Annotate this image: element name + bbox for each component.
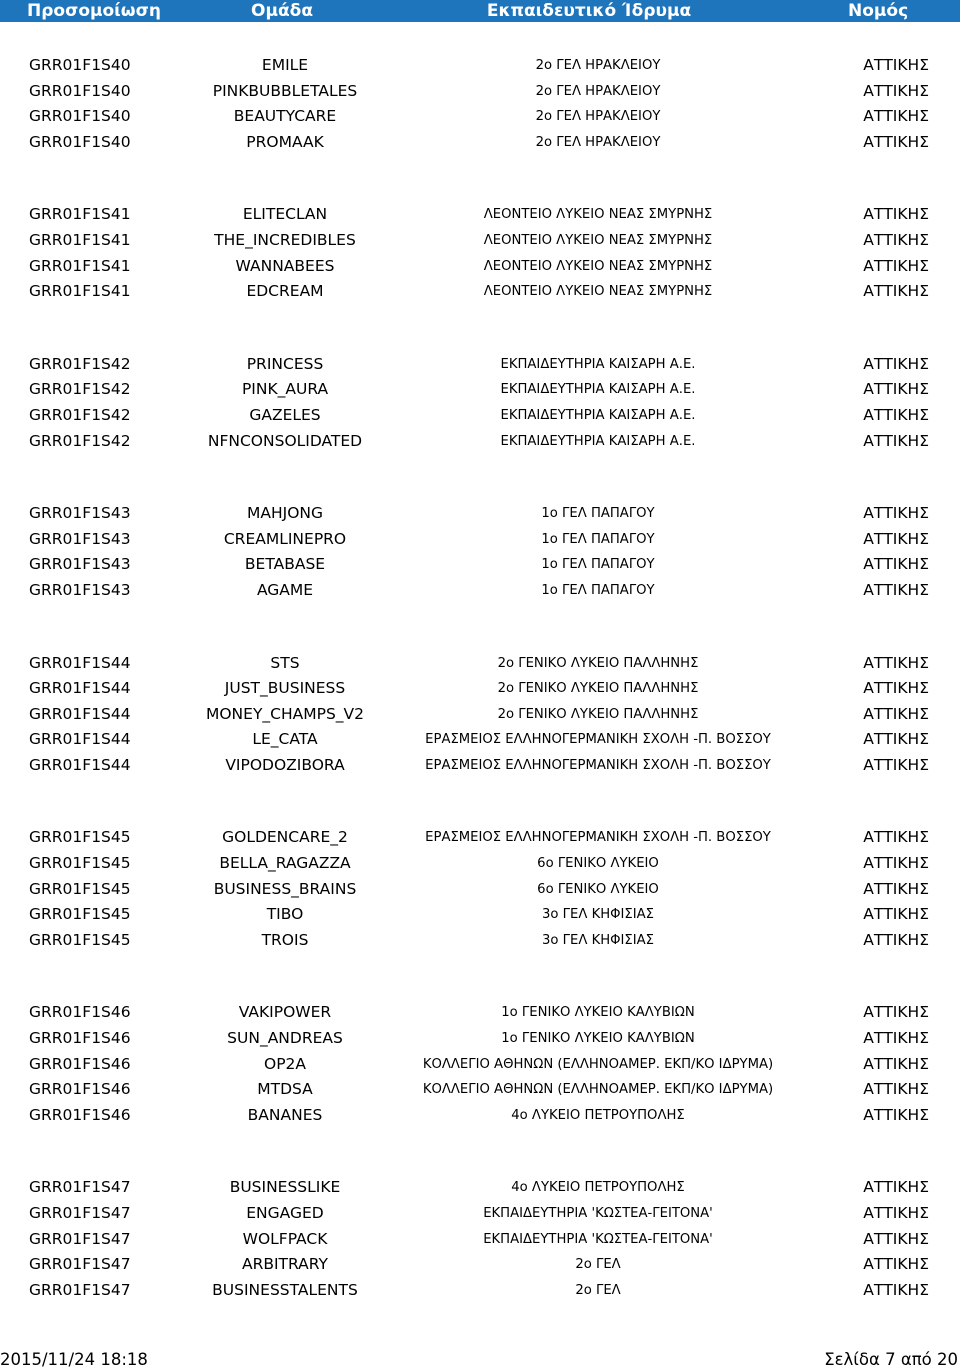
simulation-group: [0, 1000, 960, 1128]
table-row: [0, 403, 960, 429]
cell-region: ΑΤΤΙΚΗΣ: [863, 905, 929, 924]
cell-simulation: GRR01F1S43: [29, 580, 131, 599]
cell-team-text: VIPODOZIBORA: [225, 755, 345, 774]
table-row: [0, 1252, 960, 1278]
cell-simulation: GRR01F1S43: [29, 529, 131, 548]
table-row: [0, 79, 960, 105]
cell-school-text: 3ο ΓΕΛ ΚΗΦΙΣΙΑΣ: [542, 907, 654, 923]
simulation-group: [0, 202, 960, 304]
cell-team-text: OP2A: [263, 1054, 307, 1073]
table-row: [0, 501, 960, 527]
cell-simulation: GRR01F1S46: [29, 1105, 131, 1124]
cell-region: ΑΤΤΙΚΗΣ: [863, 1080, 929, 1099]
table-row: [0, 902, 960, 928]
cell-region: ΑΤΤΙΚΗΣ: [863, 1029, 929, 1048]
cell-region: ΑΤΤΙΚΗΣ: [863, 1229, 929, 1248]
cell-school-text: ΚΟΛΛΕΓΙΟ ΑΘΗΝΩΝ (ΕΛΛΗΝΟΑΜΕΡ. ΕΚΠ/ΚΟ ΙΔΡΥΜΑ): [422, 1082, 774, 1098]
cell-team-text: PINKBUBBLETALES: [212, 81, 358, 100]
cell-team-text: GAZELES: [249, 405, 321, 424]
cell-region: ΑΤΤΙΚΗΣ: [863, 1280, 929, 1299]
table-row: [0, 702, 960, 728]
cell-simulation: GRR01F1S42: [29, 380, 131, 399]
cell-school-text: ΛΕΟΝΤΕΙΟ ΛΥΚΕΙΟ ΝΕΑΣ ΣΜΥΡΝΗΣ: [483, 258, 713, 274]
cell-school-text: 1ο ΓΕΛ ΠΑΠΑΓΟΥ: [541, 531, 655, 547]
cell-simulation: GRR01F1S46: [29, 1080, 131, 1099]
cell-simulation: GRR01F1S41: [29, 282, 131, 301]
cell-simulation: GRR01F1S40: [29, 107, 131, 126]
simulation-group: [0, 352, 960, 454]
cell-region: ΑΤΤΙΚΗΣ: [863, 653, 929, 672]
cell-simulation: GRR01F1S45: [29, 854, 131, 873]
cell-school-text: 1ο ΓΕΛ ΠΑΠΑΓΟΥ: [541, 557, 655, 573]
table-row: [0, 53, 960, 79]
cell-region: ΑΤΤΙΚΗΣ: [863, 1204, 929, 1222]
header-school-label: Εκπαιδευτικό Ίδρυμα: [486, 1, 692, 21]
simulation-group: [0, 501, 960, 603]
cell-team-text: BELLA_RAGAZZA: [219, 854, 351, 873]
simulation-group: [0, 651, 960, 779]
cell-team-text: TROIS: [261, 930, 309, 949]
cell-school-text: 2ο ΓΕΛ ΗΡΑΚΛΕΙΟΥ: [535, 134, 661, 150]
table-row: [0, 825, 960, 851]
table-row: [0, 104, 960, 130]
cell-school-text: 1ο ΓΕΛ ΠΑΠΑΓΟΥ: [541, 582, 655, 598]
cell-simulation: GRR01F1S44: [29, 755, 131, 774]
cell-team-text: BANANES: [247, 1105, 323, 1124]
cell-region: ΑΤΤΙΚΗΣ: [863, 405, 929, 424]
table-row: [0, 1077, 960, 1103]
cell-team-text: BUSINESSLIKE: [229, 1178, 341, 1197]
cell-team-text: MONEY_CHAMPS_V2: [205, 704, 365, 723]
cell-simulation: GRR01F1S47: [29, 1178, 131, 1197]
cell-team-text: WANNABEES: [235, 256, 335, 275]
table-row: [0, 352, 960, 378]
cell-school-text: 2ο ΓΕΝΙΚΟ ΛΥΚΕΙΟ ΠΑΛΛΗΝΗΣ: [497, 655, 699, 671]
cell-simulation: GRR01F1S44: [29, 653, 131, 672]
cell-region: ΑΤΤΙΚΗΣ: [863, 1105, 929, 1124]
cell-region: ΑΤΤΙΚΗΣ: [863, 380, 929, 399]
cell-team-text: CREAMLINEPRO: [223, 529, 347, 548]
table-row: [0, 651, 960, 677]
table-row: [0, 552, 960, 578]
cell-school-text: ΕΡΑΣΜΕΙΟΣ ΕΛΛΗΝΟΓΕΡΜΑΝΙΚΗ ΣΧΟΛΗ -Π. ΒΟΣΣΟΥ: [425, 830, 771, 846]
cell-team-text: VAKIPOWER: [238, 1003, 332, 1022]
cell-simulation: GRR01F1S45: [29, 879, 131, 898]
cell-simulation: GRR01F1S41: [29, 256, 131, 275]
table-row: [0, 928, 960, 954]
cell-simulation: GRR01F1S41: [29, 205, 131, 224]
header-simulation: Προσομοίωση: [27, 1, 161, 21]
cell-school-text: ΕΚΠΑΙΔΕΥΤΗΡΙΑ ΚΑΙΣΑΡΗ Α.Ε.: [500, 407, 696, 423]
cell-region: ΑΤΤΙΚΗΣ: [863, 205, 929, 224]
table-row: [0, 228, 960, 254]
cell-simulation: GRR01F1S42: [29, 354, 131, 373]
header-team-label: Ομάδα: [251, 1, 313, 21]
cell-region: ΑΤΤΙΚΗΣ: [863, 132, 929, 151]
cell-region: ΑΤΤΙΚΗΣ: [863, 504, 929, 523]
table-row: [0, 377, 960, 403]
cell-team-text: BUSINESSTALENTS: [212, 1280, 358, 1299]
cell-team-text: MTDSA: [257, 1080, 313, 1099]
cell-region: ΑΤΤΙΚΗΣ: [863, 555, 929, 574]
cell-region: ΑΤΤΙΚΗΣ: [863, 529, 929, 548]
header-region: Νομός: [848, 1, 909, 21]
footer-page-number: Σελίδα 7 από 20: [824, 1350, 958, 1369]
cell-school-text: 1ο ΓΕΛ ΠΑΠΑΓΟΥ: [541, 506, 655, 522]
cell-region: ΑΤΤΙΚΗΣ: [863, 354, 929, 373]
cell-school-text: 2ο ΓΕΝΙΚΟ ΛΥΚΕΙΟ ΠΑΛΛΗΝΗΣ: [497, 681, 699, 697]
cell-region: ΑΤΤΙΚΗΣ: [863, 854, 929, 873]
cell-school-text: 1ο ΓΕΝΙΚΟ ΛΥΚΕΙΟ ΚΑΛΥΒΙΩΝ: [501, 1005, 695, 1021]
cell-region: ΑΤΤΙΚΗΣ: [863, 580, 929, 599]
simulation-group: [0, 1175, 960, 1303]
cell-region: ΑΤΤΙΚΗΣ: [863, 56, 929, 74]
table-row: [0, 851, 960, 877]
cell-region: ΑΤΤΙΚΗΣ: [863, 1178, 929, 1197]
cell-simulation: GRR01F1S44: [29, 704, 131, 723]
cell-team-text: JUST_BUSINESS: [224, 679, 346, 698]
cell-region: ΑΤΤΙΚΗΣ: [863, 930, 929, 949]
table-row: [0, 1278, 960, 1304]
table-row: [0, 130, 960, 156]
table-row: [0, 254, 960, 280]
cell-team-text: EDCREAM: [246, 282, 324, 301]
table-row: [0, 727, 960, 753]
cell-team-text: NFNCONSOLIDATED: [207, 431, 363, 450]
cell-school-text: ΛΕΟΝΤΕΙΟ ΛΥΚΕΙΟ ΝΕΑΣ ΣΜΥΡΝΗΣ: [483, 207, 713, 223]
table-row: [0, 877, 960, 903]
cell-school-text: 2ο ΓΕΛ ΗΡΑΚΛΕΙΟΥ: [535, 58, 661, 73]
table-row: [0, 1052, 960, 1078]
cell-region: ΑΤΤΙΚΗΣ: [863, 107, 929, 126]
cell-region: ΑΤΤΙΚΗΣ: [863, 755, 929, 774]
table-row: [0, 429, 960, 455]
cell-simulation: GRR01F1S47: [29, 1255, 131, 1274]
cell-simulation: GRR01F1S46: [29, 1054, 131, 1073]
table-row: [0, 1175, 960, 1201]
cell-team-text: BUSINESS_BRAINS: [213, 879, 357, 898]
cell-region: ΑΤΤΙΚΗΣ: [863, 828, 929, 847]
table-row: [0, 1000, 960, 1026]
cell-region: ΑΤΤΙΚΗΣ: [863, 81, 929, 100]
cell-simulation: GRR01F1S46: [29, 1003, 131, 1022]
cell-simulation: GRR01F1S45: [29, 828, 131, 847]
table-header: [0, 0, 960, 22]
table-row: [0, 1026, 960, 1052]
cell-region: ΑΤΤΙΚΗΣ: [863, 256, 929, 275]
cell-team-text: SUN_ANDREAS: [227, 1029, 343, 1048]
cell-simulation: GRR01F1S41: [29, 230, 131, 249]
cell-school-text: 6ο ΓΕΝΙΚΟ ΛΥΚΕΙΟ: [537, 881, 659, 897]
cell-school-text: 3ο ΓΕΛ ΚΗΦΙΣΙΑΣ: [542, 932, 654, 948]
cell-school-text: 4ο ΛΥΚΕΙΟ ΠΕΤΡΟΥΠΟΛΗΣ: [511, 1180, 685, 1196]
cell-team-text: GOLDENCARE_2: [222, 828, 348, 847]
cell-school-text: ΚΟΛΛΕΓΙΟ ΑΘΗΝΩΝ (ΕΛΛΗΝΟΑΜΕΡ. ΕΚΠ/ΚΟ ΙΔΡΥΜΑ): [422, 1056, 774, 1072]
page-footer: [0, 1350, 960, 1370]
cell-simulation: GRR01F1S47: [29, 1204, 131, 1222]
table-row: [0, 676, 960, 702]
table-row: [0, 1103, 960, 1129]
cell-region: ΑΤΤΙΚΗΣ: [863, 282, 929, 301]
cell-simulation: GRR01F1S45: [29, 905, 131, 924]
cell-region: ΑΤΤΙΚΗΣ: [863, 431, 929, 450]
cell-school-text: 2ο ΓΕΛ ΗΡΑΚΛΕΙΟΥ: [535, 109, 661, 125]
cell-region: ΑΤΤΙΚΗΣ: [863, 1054, 929, 1073]
cell-school-text: ΕΚΠΑΙΔΕΥΤΗΡΙΑ 'ΚΩΣΤΕΑ-ΓΕΙΤΟΝΑ': [483, 1231, 713, 1247]
cell-region: ΑΤΤΙΚΗΣ: [863, 704, 929, 723]
footer-timestamp: 2015/11/24 18:18: [0, 1350, 148, 1369]
table-row: [0, 1227, 960, 1253]
cell-team-text: LE_CATA: [252, 730, 318, 749]
cell-team-text: ENGAGED: [246, 1204, 324, 1222]
cell-simulation: GRR01F1S43: [29, 555, 131, 574]
cell-simulation: GRR01F1S40: [29, 56, 131, 74]
simulation-group: [0, 53, 960, 155]
cell-team-text: MAHJONG: [246, 504, 324, 523]
cell-school-text: 2ο ΓΕΛ: [575, 1257, 621, 1273]
cell-simulation: GRR01F1S42: [29, 405, 131, 424]
cell-team-text: AGAME: [256, 580, 314, 599]
cell-school-text: ΛΕΟΝΤΕΙΟ ΛΥΚΕΙΟ ΝΕΑΣ ΣΜΥΡΝΗΣ: [483, 284, 713, 300]
cell-school-text: ΕΡΑΣΜΕΙΟΣ ΕΛΛΗΝΟΓΕΡΜΑΝΙΚΗ ΣΧΟΛΗ -Π. ΒΟΣΣΟΥ: [425, 732, 771, 748]
cell-team-text: WOLFPACK: [242, 1229, 328, 1248]
cell-team-text: STS: [270, 653, 300, 672]
cell-team-text: THE_INCREDIBLES: [214, 230, 356, 249]
cell-team-text: BEAUTYCARE: [233, 107, 337, 126]
cell-region: ΑΤΤΙΚΗΣ: [863, 679, 929, 698]
cell-region: ΑΤΤΙΚΗΣ: [863, 879, 929, 898]
table-row: [0, 1201, 960, 1227]
cell-school-text: ΕΚΠΑΙΔΕΥΤΗΡΙΑ 'ΚΩΣΤΕΑ-ΓΕΙΤΟΝΑ': [483, 1206, 713, 1221]
cell-team-text: TIBO: [266, 905, 304, 924]
table-row: [0, 279, 960, 305]
cell-simulation: GRR01F1S42: [29, 431, 131, 450]
cell-team-text: PINK_AURA: [241, 380, 329, 399]
cell-team-text: EMILE: [261, 56, 309, 74]
cell-simulation: GRR01F1S47: [29, 1229, 131, 1248]
cell-region: ΑΤΤΙΚΗΣ: [863, 1003, 929, 1022]
cell-region: ΑΤΤΙΚΗΣ: [863, 1255, 929, 1274]
cell-simulation: GRR01F1S46: [29, 1029, 131, 1048]
cell-simulation: GRR01F1S43: [29, 504, 131, 523]
results-table: [0, 53, 960, 1350]
cell-school-text: ΕΡΑΣΜΕΙΟΣ ΕΛΛΗΝΟΓΕΡΜΑΝΙΚΗ ΣΧΟΛΗ -Π. ΒΟΣΣΟΥ: [425, 757, 771, 773]
cell-region: ΑΤΤΙΚΗΣ: [863, 730, 929, 749]
cell-school-text: ΛΕΟΝΤΕΙΟ ΛΥΚΕΙΟ ΝΕΑΣ ΣΜΥΡΝΗΣ: [483, 232, 713, 248]
cell-simulation: GRR01F1S45: [29, 930, 131, 949]
cell-school-text: 2ο ΓΕΛ ΗΡΑΚΛΕΙΟΥ: [535, 83, 661, 99]
table-row: [0, 578, 960, 604]
table-row: [0, 202, 960, 228]
cell-team-text: ELITECLAN: [242, 205, 328, 224]
cell-simulation: GRR01F1S47: [29, 1280, 131, 1299]
simulation-group: [0, 825, 960, 953]
cell-team-text: PRINCESS: [246, 354, 324, 373]
cell-region: ΑΤΤΙΚΗΣ: [863, 230, 929, 249]
cell-school-text: ΕΚΠΑΙΔΕΥΤΗΡΙΑ ΚΑΙΣΑΡΗ Α.Ε.: [500, 433, 696, 449]
cell-team-text: BETABASE: [244, 555, 326, 574]
cell-school-text: ΕΚΠΑΙΔΕΥΤΗΡΙΑ ΚΑΙΣΑΡΗ Α.Ε.: [500, 382, 696, 398]
cell-simulation: GRR01F1S40: [29, 81, 131, 100]
cell-school-text: 4ο ΛΥΚΕΙΟ ΠΕΤΡΟΥΠΟΛΗΣ: [511, 1107, 685, 1123]
cell-school-text: ΕΚΠΑΙΔΕΥΤΗΡΙΑ ΚΑΙΣΑΡΗ Α.Ε.: [500, 356, 696, 372]
cell-school-text: 6ο ΓΕΝΙΚΟ ΛΥΚΕΙΟ: [537, 856, 659, 872]
table-row: [0, 753, 960, 779]
cell-simulation: GRR01F1S44: [29, 730, 131, 749]
cell-team-text: PROMAAK: [246, 132, 324, 151]
table-row: [0, 527, 960, 553]
cell-school-text: 2ο ΓΕΛ: [575, 1282, 621, 1298]
cell-school-text: 1ο ΓΕΝΙΚΟ ΛΥΚΕΙΟ ΚΑΛΥΒΙΩΝ: [501, 1031, 695, 1047]
cell-team-text: ARBITRARY: [241, 1255, 329, 1274]
cell-school-text: 2ο ΓΕΝΙΚΟ ΛΥΚΕΙΟ ΠΑΛΛΗΝΗΣ: [497, 706, 699, 722]
cell-simulation: GRR01F1S40: [29, 132, 131, 151]
cell-simulation: GRR01F1S44: [29, 679, 131, 698]
